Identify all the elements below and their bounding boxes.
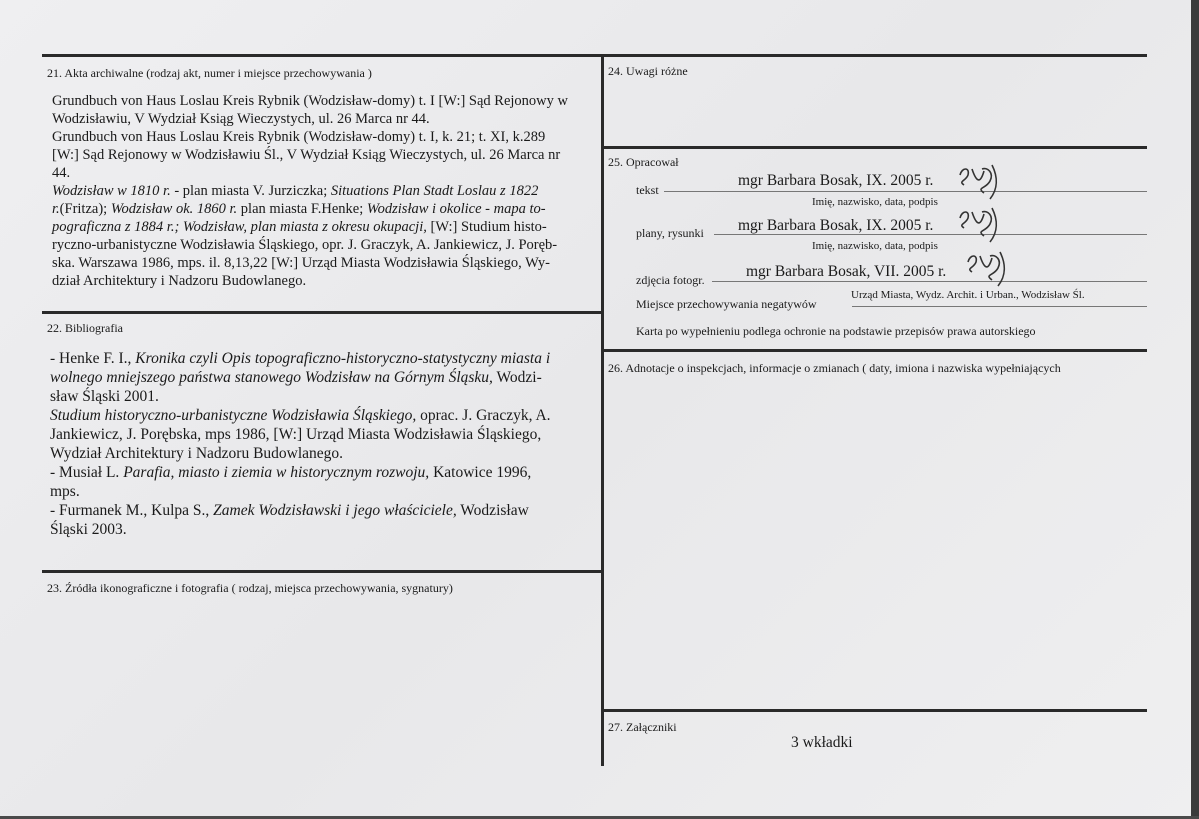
attachments-value: 3 wkładki — [791, 734, 853, 751]
s22-b4-title: Studium historyczno-urbanistyczne Wodzisławia Śląskiego, — [50, 407, 417, 424]
center-divider — [601, 54, 604, 766]
plany-hint: Imię, nazwisko, data, podpis — [812, 240, 938, 252]
s21-line-6 — [52, 183, 538, 201]
s22-line-3: sław Śląski 2001. — [50, 388, 159, 405]
s22-b9-author: - Furmanek M., Kulpa S., — [50, 502, 214, 519]
s22-line-2 — [50, 368, 542, 387]
s22-b7-author: - Musiał L. — [50, 464, 124, 481]
s22-b4-text: oprac. J. Graczyk, A. — [416, 407, 551, 424]
s22-line-5: Jankiewicz, J. Porębska, mps 1986, [W:] Urząd Miasta Wodzisławia Śląskiego, — [50, 426, 542, 443]
miejsce-value: Urząd Miasta, Wydz. Archit. i Urban., Wodzisław Śl. — [851, 289, 1085, 301]
s22-b1-title: Kronika czyli Opis topograficzno-historyczno-statystyczny miasta i — [135, 350, 551, 367]
s22-line-1 — [50, 349, 550, 368]
s21-l6-title2: Situations Plan Stadt Loslau z 1822 — [330, 183, 539, 199]
section-26-label: 26. Adnotacje o inspekcjach, informacje o zmianach ( daty, imiona i nazwiska wypełniających — [608, 361, 1061, 375]
s21-line-3: Grundbuch von Haus Loslau Kreis Rybnik (Wodzisław-domy) t. I, k. 21; t. XI, k.289 — [52, 129, 546, 145]
s21-line-1: Grundbuch von Haus Loslau Kreis Rybnik (Wodzisław-domy) t. I [W:] Sąd Rejonowy w — [52, 93, 569, 109]
s22-line-4 — [50, 406, 551, 425]
s21-l7-d: plan miasta F.Henke; — [237, 201, 367, 217]
s21-line-4: [W:] Sąd Rejonowy w Wodzisławiu Śl., V Wydział Ksiąg Wieczystych, ul. 26 Marca nr — [52, 147, 561, 163]
s21-line-9: ryczno-urbanistyczne Wodzisławia Śląskiego, opr. J. Graczyk, A. Jankiewicz, J. Poręb- — [52, 237, 558, 253]
karta-note: Karta po wypełnieniu podlega ochronie na podstawie przepisów prawa autorskiego — [636, 324, 1036, 338]
miejsce-underline — [852, 306, 1147, 307]
divider-21-22 — [42, 311, 603, 314]
section-22-label: 22. Bibliografia — [47, 321, 123, 335]
top-border — [42, 54, 1147, 57]
s21-l7-e: Wodzisław i okolice - mapa to- — [366, 201, 546, 217]
s21-l7-b: (Fritza); — [59, 201, 111, 217]
s22-line-9 — [50, 501, 529, 520]
s22-line-8: mps. — [50, 483, 80, 500]
s22-b7-place: Katowice 1996, — [429, 464, 532, 481]
s22-b9-place: Wodzisław — [456, 502, 529, 519]
section-27-label: 27. Załączniki — [608, 720, 677, 734]
zdjecia-value: mgr Barbara Bosak, VII. 2005 r. — [746, 263, 947, 280]
section-25-label: 25. Opracował — [608, 155, 679, 169]
divider-22-23 — [42, 570, 603, 573]
s22-line-6: Wydział Architektury i Nadzoru Budowlanego. — [50, 445, 344, 462]
s21-l8-b: [W:] Studium histo- — [426, 219, 547, 235]
signature-2-icon — [954, 206, 1004, 246]
section-24-label: 24. Uwagi różne — [608, 64, 688, 78]
tekst-underline — [664, 191, 1147, 192]
s22-b7-title: Parafia, miasto i ziemia w historycznym rozwoju, — [123, 464, 430, 481]
s21-l6-title: Wodzisław w 1810 r. — [52, 183, 171, 199]
section-21-label: 21. Akta archiwalne (rodzaj akt, numer i miejsce przechowywania ) — [47, 66, 372, 80]
plany-underline — [714, 234, 1147, 235]
s21-line-10: ska. Warszawa 1986, mps. il. 8,13,22 [W:] Urząd Miasta Wodzisławia Śląskiego, Wy- — [52, 255, 551, 271]
s21-line-2: Wodzisławiu, V Wydział Ksiąg Wieczystych, ul. 26 Marca nr 44. — [52, 111, 430, 127]
plany-label: plany, rysunki — [636, 226, 704, 240]
s22-b2-title: wolnego mniejszego państwa stanowego Wodzisław na Górnym Śląsku, — [50, 369, 493, 386]
s21-line-11: dział Architektury i Nadzoru Budowlanego. — [52, 273, 307, 289]
s21-l7-a: r. — [52, 201, 60, 217]
s21-l8-a: pograficzna z 1884 r.; Wodzisław, plan miasta z okresu okupacji, — [52, 219, 427, 235]
s22-b2-place: Wodzi- — [492, 369, 542, 386]
s21-l7-c: Wodzisław ok. 1860 r. — [110, 201, 238, 217]
tekst-label: tekst — [636, 183, 659, 197]
signature-3-icon — [962, 250, 1012, 290]
s22-b9-title: Zamek Wodzisławski i jego właściciele, — [213, 502, 457, 519]
scan-edge-right — [1191, 0, 1199, 819]
s22-line-7 — [50, 463, 531, 482]
tekst-hint: Imię, nazwisko, data, podpis — [812, 196, 938, 208]
divider-24-25 — [601, 146, 1147, 149]
s21-line-5: 44. — [52, 165, 71, 181]
zdjecia-label: zdjęcia fotogr. — [636, 273, 705, 287]
s22-line-10: Śląski 2003. — [50, 521, 127, 538]
s21-line-8 — [52, 219, 547, 237]
miejsce-label: Miejsce przechowywania negatywów — [636, 297, 817, 311]
signature-1-icon — [954, 163, 1004, 203]
zdjecia-underline — [712, 281, 1147, 282]
tekst-value: mgr Barbara Bosak, IX. 2005 r. — [738, 172, 934, 189]
section-23-label: 23. Źródła ikonograficzne i fotografia ( rodzaj, miejsca przechowywania, sygnatury) — [47, 581, 453, 595]
s21-l6-text: - plan miasta V. Jurziczka; — [170, 183, 331, 199]
s22-b1-author: - Henke F. I., — [50, 350, 136, 367]
s21-line-7 — [52, 201, 546, 219]
plany-value: mgr Barbara Bosak, IX. 2005 r. — [738, 217, 934, 234]
divider-25-26 — [601, 349, 1147, 352]
divider-26-27 — [601, 709, 1147, 712]
